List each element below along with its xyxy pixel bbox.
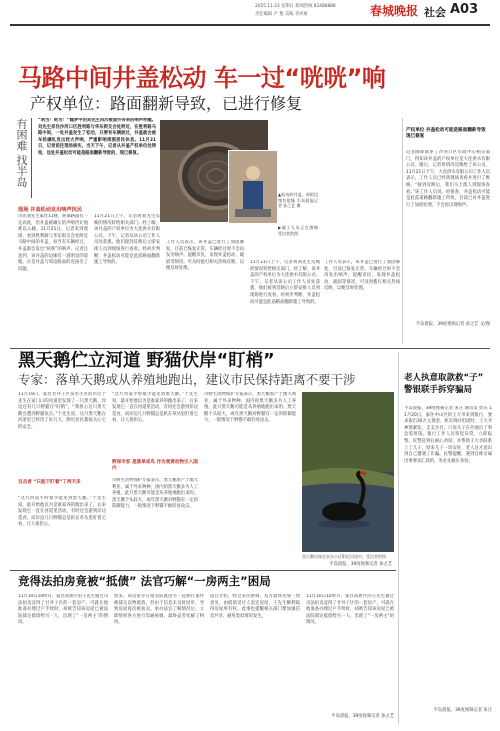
header-rule (10, 24, 490, 26)
story1-side-byline: 半岛晨报、39度视频记者 孙之艺 文/图 (415, 322, 490, 327)
story2-bottom-rule (10, 570, 396, 571)
swan-photo-art (302, 392, 394, 552)
story2-col2b: 市野生动物保护专家表示，黑天鹅原产于澳大利亚，属于外来物种，国内的黑天鹅多为人工养殖，此只黑天鹅可能是从养殖地跑出来的。黑天鹅个头较大，成年黑天鹅对野猫有一定的防御能力，一般情况下野猫不敢轻易攻击。 (112, 478, 198, 510)
story1-bottom-rule (10, 348, 490, 349)
story3-divider (398, 352, 399, 724)
story1-col3: 工作人员表示，该井盖已进行了加固修复，目前已恢复正常，车辆经过时不会再发出响声。提醒市民，发现井盖松动、破损等情况，可及时拨打相关热线反映，以便及时处理。 (166, 240, 244, 272)
story3-col: 半岛晨报、39度视频记者 朱庄 通讯员 彭庆 11月20日，家住中山区的王大爷来到银行，要求取出30万元现金，柜员询问用途时，王大爷神情紧张，支支吾吾，只说儿子在外地出了事急需用钱。银行工作人员察觉异常，立即报警。民警赶到后耐心劝说，并帮助王大爷联系上了儿子，原来儿子一切安好，老人这才意识到自己遭遇了诈骗。民警提醒，遇到自称亲属出事要求汇款的，务必先核实身份。 (404, 406, 492, 464)
story4-col2: 原来，该房屋早在拍卖前就因另一起执行案件被裁定以物抵债，但由于信息未及时同步，导致房屋再次被拍卖。承办法官了解情况后，立即组织各方进行沟通协调，最终妥善化解了纠纷。 (114, 594, 204, 626)
story1-photo-caption: ▲松动的井盖，周围边缘有裂缝 半岛晨报记者 孙之艺 摄 (278, 192, 318, 208)
story1-col1: 市民刘先生家住11楼，距离路面有一定高度，但井盖被碾压的声响仍让他难以入睡。11月21日，记者来到现场，看到胜利路与华东街交会处附近马路中间的井盖，每当有车辆经过，井盖都会发出“咣咣”的响声。记者注意到，该井盖的边缘有一道明显的裂缝，应是井盖与周边路面的连接出了问题。 (18, 214, 88, 272)
story2-col1: 11月19日，家住甘井子区泉水小区的市民于先生在家门口的河道里发现了一只黑天鹅，岸边还有几只野猫在“盯梢”。“我担心这只黑天鹅会遭到野猫攻击。”于先生说，这只黑天鹅在河道里已经待了好几天，附近居民都很关心它的安全。 (18, 392, 106, 430)
date-line: 2025.11.23 星期日 新闻热线 82488888 (255, 4, 336, 9)
section-name: 社会 (424, 6, 446, 19)
story2-subtitle: 专家：落单天鹅或从养殖地跑出，建议市民保持距离不要干涉 (18, 372, 356, 387)
story1-photo-caption2: ▶施工人员正在维修 受访者供图 (278, 225, 318, 236)
story1-section-heading: 现场 井盖松动发出响声扰民 (18, 207, 83, 213)
story2-col1b: “这片河道平时很少能见到黑天鹅。”于先生说，最开始他以为是谁家养的跑出来了，后来发现它一直在河道里活动，有时还会游到岸边觅食。而岸边几只野猫总是趴在草丛里盯着它看，让人很担心。 (18, 496, 106, 528)
worker-photo (229, 151, 277, 223)
editor-line: 责任编辑 卢 艳 美编 李凤寓 (255, 12, 308, 17)
column-tag-text: 有困难 找半岛 (15, 118, 28, 188)
story4-title: 竞得法拍房竟被“抵债” 法官巧解“一房两主”困局 (18, 574, 271, 588)
masthead (0, 0, 500, 24)
page-number: A03 (450, 2, 479, 17)
story1-lead: “咣当！咣当！”睡梦中的刘先生再次被窗外传来的响声吵醒。刘先生家住沙河口区胜利路与华东街交会处附近，在胜利路马路中间，一处井盖发生了松动，只要有车辆驶过，井盖就会被车轮碾轧发出较大声响，严重影响周围居民休息。11月21日，记者前往现场核实，当天下午，记者从井盖产权单位处得知，这处井盖松动可能是路面翻新导致的，现已修复。 (38, 118, 156, 156)
story4-byline: 半岛晨报、39度视频记者 孙之艺 (331, 714, 394, 719)
story2-col2: “这片河道平时很少能见到黑天鹅。”于先生说，最开始他以为是谁家养的跑出来了，后来发现它一直在河道里活动，有时还会游到岸边觅食。而岸边几只野猫总是趴在草丛里盯着它看，让人很担心。 (112, 392, 198, 424)
story2-col1-heading: 目击者 “只能干盯着”了两天多 (18, 480, 81, 485)
story1-divider (402, 118, 403, 344)
story1-side-heading: 产权单位 井盖松动可能是路面翻新导致 现已修复 (406, 128, 486, 140)
story1-side-col: 记者随即联系了沙河口区市政中心相关部门，得知该井盖的产权单位是大连供水有限公司。随后，记者将情况反映给了该公司。11月21日下午，大连供水有限公司工作人员表示，工作人员已经到现场查看并进行了维修。“接到反映后，我们马上派人到现场查看。”该工作人员说，经排查，井盖松动可能是此前道路翻新施工所致。目前已对井盖进行了加固处理，不会再出现响声。 (406, 150, 490, 208)
story2-col3: 市野生动物保护专家表示，黑天鹅原产于澳大利亚，属于外来物种，国内的黑天鹅多为人工养殖，此只黑天鹅可能是从养殖地跑出来的。黑天鹅个头较大，成年黑天鹅对野猫有一定的防御能力，一般情况下野猫不敢轻易攻击。 (204, 392, 296, 424)
story4-col3: 法官介绍，经过多次协调，双方最终达成一致意见，由抵债受让人退还房屋，王先生顺利取得房屋所有权。此事也提醒相关部门要加强信息共享，避免类似情况发生。 (210, 594, 300, 619)
story2-title: 黑天鹅伫立河道 野猫伏岸“盯梢” (18, 351, 275, 371)
newspaper-logo: 春城晚报 (370, 4, 419, 18)
story2-byline: 半岛晨报、39度视频记者 孙之艺 (329, 562, 392, 567)
black-swan-photo (302, 392, 394, 552)
story1-col2: 11月21日上午，记者将刘先生反映的情况转给相关部门。经了解，该井盖的产权单位为大连供水有限公司。下午，记者从该公司工作人员处获悉，他们接到反映后立即安排人员到现场进行查看。经初步判断，井盖松动可能是此前路面翻新施工导致的。 (94, 214, 160, 266)
story1-col4: 11月21日上午，记者将刘先生反映的情况转给相关部门。经了解，该井盖的产权单位为大连供水有限公司。下午，记者从该公司工作人员处获悉，他们接到反映后立即安排人员到现场进行查看。经初步判断，井盖松动可能是此前路面翻新施工导致的。 (250, 260, 320, 305)
story1-subtitle: 产权单位：路面翻新导致，已进行修复 (30, 94, 303, 113)
story2-col2-heading: 野保专家 是落单成鸟 作为观赏动物引入国内 (112, 460, 198, 472)
column-tag (14, 118, 32, 198)
story2-photo-caption: 黑天鹅出现在泉水小区附近河道中，受访者供图 (302, 554, 386, 559)
story1-col5: 工作人员表示，该井盖已进行了加固修复，目前已恢复正常，车辆经过时不会再发出响声。提醒市民，发现井盖松动、破损等情况，可及时拨打相关热线反映，以便及时处理。 (324, 260, 400, 292)
story1-photo-inset (228, 150, 276, 222)
story4-col1: 11月10日10时许，家住高新区的王先生通过司法拍卖竞得了甘井子区的一套房产。可就在他准备办理过户手续时，却被告知该房屋已被法院裁定抵债给另一人，出现了“一房两主”的情况。 (18, 594, 108, 626)
story3-byline: 半岛晨报、39度视频记者 朱庄 (433, 708, 492, 713)
story4-col4: 11月10日10时许，家住高新区的王先生通过司法拍卖竞得了甘井子区的一套房产。可就在他准备办理过户手续时，却被告知该房屋已被法院裁定抵债给另一人，出现了“一房两主”的情况。 (306, 594, 394, 626)
story3-title: 老人执意取款救“子” 警银联手拆穿骗局 (404, 373, 484, 395)
story1-title: 马路中间井盖松动 车一过“咣咣”响 (18, 64, 386, 92)
